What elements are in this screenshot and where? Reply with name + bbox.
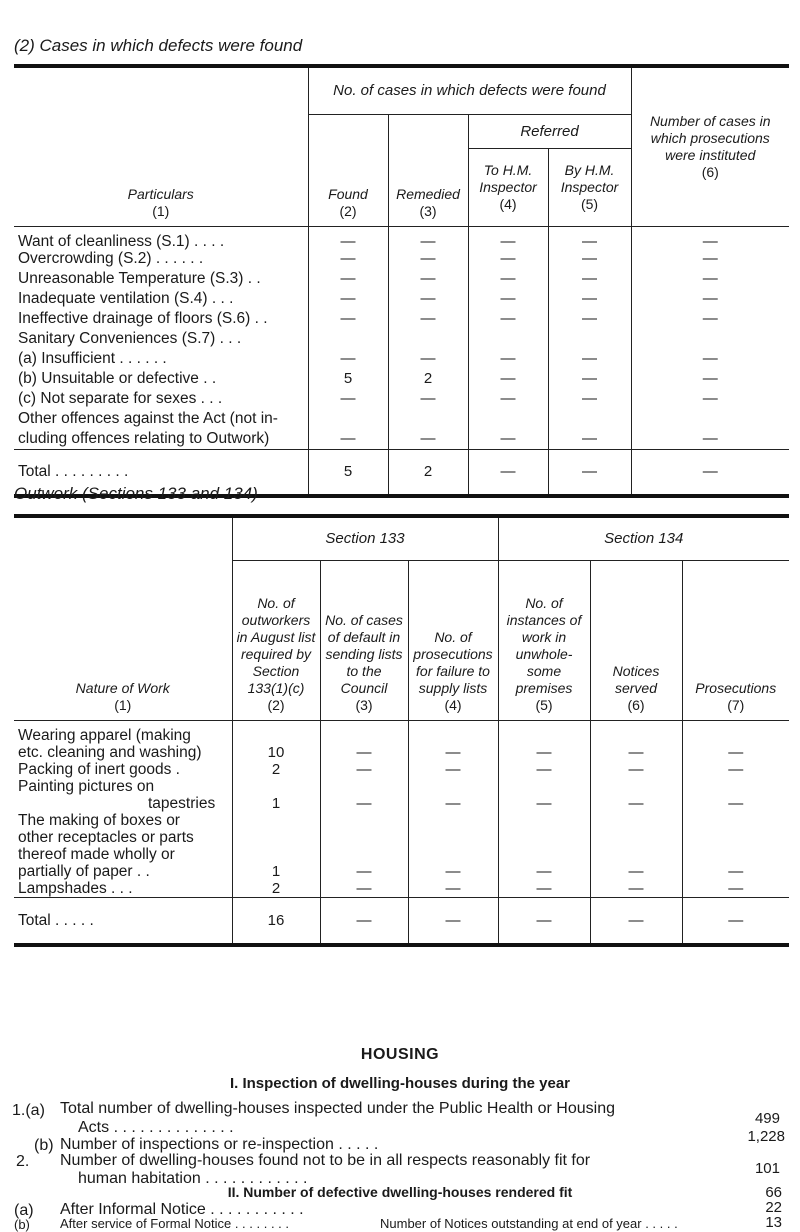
defect-row (14, 226, 789, 250)
defects-table (14, 64, 789, 498)
found-header: Found (2) (308, 114, 388, 226)
outwork-nature-line: etc. cleaning and washing) (18, 743, 202, 761)
housing-1a-cont: Acts . . . . . . . . . . . . . . (78, 1119, 234, 1136)
total-to-hm: — (468, 450, 548, 496)
outwork-nature-line: The making of boxes or (18, 811, 180, 829)
remedied-header: Remedied (3) (388, 114, 468, 226)
housing-b-value: 22 (765, 1199, 782, 1216)
prosecutions-value: — (631, 390, 789, 410)
by-hm-value: — (548, 350, 631, 370)
default-header: No. of cases of default in sending lists to the Council (3) (320, 560, 408, 720)
outwork-total-c5: — (498, 897, 590, 945)
prosecutions-header: Number of cases in which prosecutions were instituted (6) (631, 66, 789, 226)
housing-a-num: (a) (14, 1202, 34, 1219)
defect-row (14, 350, 789, 370)
housing-c-num (200, 1216, 201, 1217)
prosecutions-value: — (631, 226, 789, 250)
outwork-value-c4: — (408, 812, 498, 880)
by-hm-value: — (548, 250, 631, 270)
remedied-value: — (388, 390, 468, 410)
defect-label: Want of cleanliness (S.1) . . . . (18, 232, 225, 250)
to-hm-value: — (468, 350, 548, 370)
remedied-value: — (388, 290, 468, 310)
to-hm-value: — (468, 270, 548, 290)
outwork-value-c5: — (498, 880, 590, 898)
unwholesome-header: No. of instances of work in unwhole-some premises (5) (498, 560, 590, 720)
prosecutions-value (631, 330, 789, 350)
outwork-value-c6: — (590, 778, 682, 812)
housing-1a-value: 499 (754, 1110, 780, 1127)
by-hm-header: By H.M. Inspector (5) (548, 148, 631, 226)
housing-1b-text: Number of inspections or re-inspection . . . . . (60, 1136, 379, 1153)
outwork-value-c3: — (320, 812, 408, 880)
housing-2-cont: human habitation . . . . . . . . . . . . (78, 1170, 308, 1187)
defect-label: (b) Unsuitable or defective . . (18, 369, 217, 387)
defect-label: Unreasonable Temperature (S.3) . . (18, 269, 261, 287)
outwork-row (14, 880, 789, 898)
defect-label: Inadequate ventilation (S.4) . . . (18, 289, 234, 307)
outwork-value-c2: 1 (232, 812, 320, 880)
outwork-heading: Outwork (Sections 133 and 134) (14, 484, 258, 503)
outwork-value-c4: — (408, 880, 498, 898)
outwork-value-c7: — (682, 720, 789, 761)
remedied-value: — (388, 350, 468, 370)
defect-row (14, 430, 789, 450)
outwork-value-c6: — (590, 761, 682, 778)
defect-row (14, 390, 789, 410)
housing-1a-text: Total number of dwelling-houses inspected under the Public Health or Housing (60, 1100, 615, 1117)
to-hm-value (468, 330, 548, 350)
by-hm-value: — (548, 370, 631, 390)
section-133-header: Section 133 (232, 516, 498, 560)
found-value: — (308, 430, 388, 450)
outwork-nature-line: thereof made wholly or (18, 845, 175, 863)
outwork-total-c6: — (590, 897, 682, 945)
outwork-nature-line: tapestries (148, 794, 216, 812)
defects-group-header: No. of cases in which defects were found (308, 66, 631, 114)
found-value (308, 330, 388, 350)
found-value (308, 410, 388, 430)
defect-label: Overcrowding (S.2) . . . . . . (18, 249, 204, 267)
outwork-nature-line: partially of paper . . (18, 862, 150, 880)
defect-row (14, 370, 789, 390)
prosecutions-value: — (631, 290, 789, 310)
outwork-row (14, 720, 789, 761)
housing-subtitle-2: II. Number of defective dwelling-houses rendered fit (227, 1184, 573, 1200)
outworkers-header: No. of outworkers in August list required by Section 133(1)(c) (2) (232, 560, 320, 720)
found-value: — (308, 226, 388, 250)
outwork-value-c7: — (682, 880, 789, 898)
defect-label: Other offences against the Act (not in- (18, 409, 278, 427)
outwork-value-c5: — (498, 720, 590, 761)
by-hm-value: — (548, 310, 631, 330)
outwork-value-c5: — (498, 761, 590, 778)
nature-header: Nature of Work (1) (14, 516, 232, 720)
prosecutions-134-header: Prosecutions (7) (682, 560, 789, 720)
prosecutions-value: — (631, 270, 789, 290)
outwork-nature-line: Wearing apparel (making (18, 726, 191, 744)
total-by-hm: — (548, 450, 631, 496)
outwork-total-c3: — (320, 897, 408, 945)
outwork-value-c3: — (320, 761, 408, 778)
total-remedied: 2 (388, 450, 468, 496)
notices-header: Notices served (6) (590, 560, 682, 720)
prosecutions-lists-header: No. of prosecutions for failure to supply lists (4) (408, 560, 498, 720)
referred-header: Referred (468, 114, 631, 148)
defect-row (14, 250, 789, 270)
prosecutions-value: — (631, 310, 789, 330)
prosecutions-value: — (631, 370, 789, 390)
defect-row (14, 270, 789, 290)
housing-2-text: Number of dwelling-houses found not to be in all respects reasonably fit for (60, 1152, 591, 1169)
found-value: — (308, 270, 388, 290)
housing-c-text: Number of Notices outstanding at end of year . . . . . (380, 1216, 678, 1231)
outwork-nature (14, 778, 232, 812)
total-prosecutions: — (631, 450, 789, 496)
outwork-value-c4: — (408, 720, 498, 761)
housing-1a-num: 1.(a) (12, 1102, 45, 1119)
outwork-total-c4: — (408, 897, 498, 945)
outwork-value-c7: — (682, 761, 789, 778)
housing-1b-value: 1,228 (747, 1128, 785, 1145)
housing-2-num: 2. (16, 1153, 30, 1170)
outwork-value-c7: — (682, 778, 789, 812)
outwork-total-row (14, 897, 789, 945)
prosecutions-value (631, 410, 789, 430)
defect-row (14, 330, 789, 350)
outwork-nature (14, 880, 232, 898)
remedied-value: — (388, 430, 468, 450)
by-hm-value: — (548, 390, 631, 410)
outwork-value-c2: 10 (232, 720, 320, 761)
to-hm-value: — (468, 290, 548, 310)
outwork-value-c6: — (590, 880, 682, 898)
found-value: — (308, 310, 388, 330)
outwork-nature (14, 812, 232, 880)
defect-label: Sanitary Conveniences (S.7) . . . (18, 329, 242, 347)
outwork-total-c7: — (682, 897, 789, 945)
found-value: — (308, 390, 388, 410)
outwork-total-label: Total . . . . . (14, 897, 232, 945)
housing-title: HOUSING (360, 1046, 440, 1063)
prosecutions-value: — (631, 350, 789, 370)
to-hm-value: — (468, 250, 548, 270)
outwork-row (14, 761, 789, 778)
outwork-value-c3: — (320, 778, 408, 812)
outwork-value-c2: 1 (232, 778, 320, 812)
remedied-value: — (388, 250, 468, 270)
defect-label: (a) Insufficient . . . . . . (18, 349, 167, 367)
total-found: 5 (308, 450, 388, 496)
remedied-value: — (388, 310, 468, 330)
remedied-value: 2 (388, 370, 468, 390)
housing-a-value: 66 (765, 1184, 782, 1201)
housing-b-text: After service of Formal Notice . . . . . . . . (60, 1216, 290, 1231)
housing-subtitle-1: I. Inspection of dwelling-houses during the year (229, 1075, 571, 1092)
remedied-value (388, 410, 468, 430)
to-hm-value: — (468, 310, 548, 330)
particulars-header: Particulars (1) (14, 66, 308, 226)
outwork-total-c2: 16 (232, 897, 320, 945)
total-label: Total . . . . . . . . . (14, 450, 308, 496)
by-hm-value: — (548, 270, 631, 290)
outwork-value-c2: 2 (232, 761, 320, 778)
remedied-value (388, 330, 468, 350)
defect-label: Ineffective drainage of floors (S.6) . . (18, 309, 268, 327)
to-hm-value: — (468, 430, 548, 450)
to-hm-header: To H.M. Inspector (4) (468, 148, 548, 226)
to-hm-value (468, 410, 548, 430)
prosecutions-value: — (631, 250, 789, 270)
housing-2-value: 101 (754, 1160, 780, 1177)
outwork-nature (14, 761, 232, 778)
by-hm-value (548, 330, 631, 350)
housing-a-text: After Informal Notice . . . . . . . . . . . (60, 1201, 304, 1218)
housing-c-value: 13 (765, 1214, 782, 1231)
outwork-value-c5: — (498, 812, 590, 880)
prosecutions-value: — (631, 430, 789, 450)
to-hm-value: — (468, 226, 548, 250)
housing-b-num: (b) (14, 1217, 30, 1232)
defect-row (14, 410, 789, 430)
outwork-value-c3: — (320, 880, 408, 898)
outwork-value-c3: — (320, 720, 408, 761)
outwork-nature (14, 720, 232, 761)
found-value: — (308, 250, 388, 270)
outwork-table (14, 514, 789, 947)
defect-label: cluding offences relating to Outwork) (18, 429, 270, 447)
outwork-value-c6: — (590, 720, 682, 761)
to-hm-value: — (468, 390, 548, 410)
outwork-value-c6: — (590, 812, 682, 880)
outwork-nature-line: Lampshades . . . (18, 879, 133, 897)
outwork-value-c4: — (408, 778, 498, 812)
outwork-row (14, 778, 789, 812)
defect-row (14, 290, 789, 310)
by-hm-value: — (548, 430, 631, 450)
remedied-value: — (388, 226, 468, 250)
outwork-value-c5: — (498, 778, 590, 812)
found-value: — (308, 350, 388, 370)
section-134-header: Section 134 (498, 516, 789, 560)
outwork-value-c4: — (408, 761, 498, 778)
outwork-nature-line: Packing of inert goods . (18, 760, 180, 778)
defect-row (14, 310, 789, 330)
outwork-value-c7: — (682, 812, 789, 880)
outwork-nature-line: other receptacles or parts (18, 828, 194, 846)
to-hm-value: — (468, 370, 548, 390)
housing-1b-num: (b) (34, 1137, 54, 1154)
remedied-value: — (388, 270, 468, 290)
defect-label: (c) Not separate for sexes . . . (18, 389, 223, 407)
by-hm-value: — (548, 290, 631, 310)
by-hm-value: — (548, 226, 631, 250)
outwork-value-c2: 2 (232, 880, 320, 898)
outwork-nature-line: Painting pictures on (18, 777, 155, 795)
found-value: 5 (308, 370, 388, 390)
found-value: — (308, 290, 388, 310)
outwork-row (14, 812, 789, 880)
by-hm-value (548, 410, 631, 430)
section-heading: (2) Cases in which defects were found (14, 36, 303, 55)
